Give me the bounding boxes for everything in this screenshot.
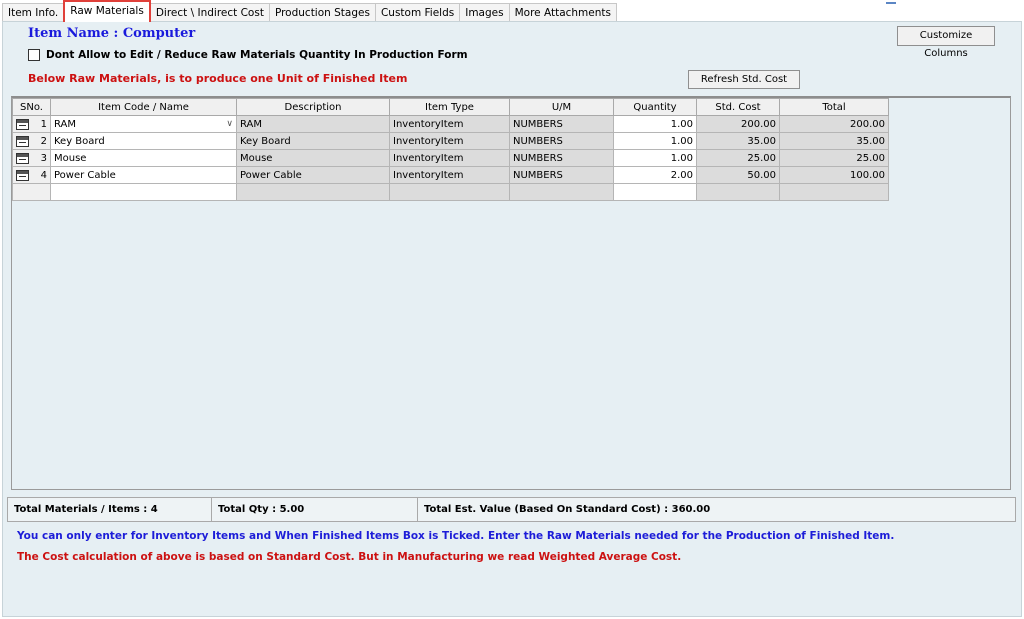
raw-materials-table bbox=[12, 98, 889, 201]
dont-allow-edit-row bbox=[28, 49, 468, 61]
new-item-type-cell bbox=[390, 184, 510, 201]
quantity-cell[interactable]: 1.00 bbox=[614, 116, 697, 133]
description-cell: Key Board bbox=[237, 133, 390, 150]
row-record-icon bbox=[16, 170, 29, 181]
quantity-cell[interactable]: 1.00 bbox=[614, 133, 697, 150]
window-corner-icon bbox=[886, 0, 896, 4]
item-name-heading: Item Name : Computer bbox=[28, 26, 196, 41]
row-number: 2 bbox=[40, 135, 47, 147]
item-type-cell: InventoryItem bbox=[390, 116, 510, 133]
item-code-cell[interactable]: Key Board bbox=[51, 133, 237, 150]
row-record-icon bbox=[16, 153, 29, 164]
new-total-cell bbox=[780, 184, 889, 201]
table-row[interactable] bbox=[13, 167, 889, 184]
row-record-icon bbox=[16, 119, 29, 130]
tab-item-info[interactable]: Item Info. bbox=[2, 3, 64, 22]
table-row[interactable] bbox=[13, 116, 889, 133]
row-selector[interactable] bbox=[13, 133, 51, 150]
um-cell: NUMBERS bbox=[510, 150, 614, 167]
tab-images[interactable]: Images bbox=[459, 3, 509, 22]
item-type-cell: InventoryItem bbox=[390, 133, 510, 150]
tab-more-attachments[interactable]: More Attachments bbox=[509, 3, 617, 22]
inventory-info-text: You can only enter for Inventory Items and When Finished Items Box is Ticked. Enter the Raw Materials needed for the Production of Finished Item. bbox=[17, 530, 895, 542]
chevron-down-icon[interactable]: ∨ bbox=[226, 118, 233, 129]
tab-direct-indirect-cost[interactable]: Direct \ Indirect Cost bbox=[150, 3, 270, 22]
new-std-cost-cell bbox=[697, 184, 780, 201]
std-cost-cell: 50.00 bbox=[697, 167, 780, 184]
raw-materials-grid bbox=[11, 96, 1011, 490]
item-type-cell: InventoryItem bbox=[390, 167, 510, 184]
std-cost-cell: 35.00 bbox=[697, 133, 780, 150]
col-header-description[interactable]: Description bbox=[237, 99, 390, 116]
row-record-icon bbox=[16, 136, 29, 147]
total-materials: Total Materials / Items : 4 bbox=[8, 498, 212, 521]
quantity-cell[interactable]: 1.00 bbox=[614, 150, 697, 167]
col-header-std-cost[interactable]: Std. Cost bbox=[697, 99, 780, 116]
description-cell: Mouse bbox=[237, 150, 390, 167]
table-row[interactable] bbox=[13, 150, 889, 167]
total-cell: 200.00 bbox=[780, 116, 889, 133]
um-cell: NUMBERS bbox=[510, 116, 614, 133]
unit-note: Below Raw Materials, is to produce one Unit of Finished Item bbox=[28, 72, 408, 85]
description-cell: RAM bbox=[237, 116, 390, 133]
raw-materials-panel bbox=[2, 21, 1022, 617]
tab-custom-fields[interactable]: Custom Fields bbox=[375, 3, 460, 22]
refresh-std-cost-button[interactable]: Refresh Std. Cost bbox=[688, 70, 800, 89]
description-cell: Power Cable bbox=[237, 167, 390, 184]
tab-raw-materials[interactable]: Raw Materials bbox=[63, 0, 151, 22]
um-cell: NUMBERS bbox=[510, 167, 614, 184]
total-est-value: Total Est. Value (Based On Standard Cost) : 360.00 bbox=[424, 504, 711, 515]
col-header-total[interactable]: Total bbox=[780, 99, 889, 116]
row-selector[interactable] bbox=[13, 150, 51, 167]
cost-info-text: The Cost calculation of above is based on Standard Cost. But in Manufacturing we read Weighted Average Cost. bbox=[17, 551, 682, 563]
dont-allow-edit-label: Dont Allow to Edit / Reduce Raw Materials Quantity In Production Form bbox=[46, 49, 468, 61]
tab-strip bbox=[0, 0, 1024, 22]
total-cell: 25.00 bbox=[780, 150, 889, 167]
row-selector[interactable] bbox=[13, 116, 51, 133]
row-number: 4 bbox=[40, 169, 47, 181]
item-code-cell[interactable] bbox=[51, 116, 237, 133]
new-row-selector[interactable] bbox=[13, 184, 51, 201]
new-um-cell bbox=[510, 184, 614, 201]
customize-columns-button[interactable]: Customize Columns bbox=[897, 26, 995, 46]
item-type-cell: InventoryItem bbox=[390, 150, 510, 167]
new-row[interactable] bbox=[13, 184, 889, 201]
col-header-item-code[interactable]: Item Code / Name bbox=[51, 99, 237, 116]
tab-production-stages[interactable]: Production Stages bbox=[269, 3, 376, 22]
total-qty: Total Qty : 5.00 bbox=[212, 498, 418, 521]
item-code-cell[interactable]: Power Cable bbox=[51, 167, 237, 184]
um-cell: NUMBERS bbox=[510, 133, 614, 150]
total-cell: 35.00 bbox=[780, 133, 889, 150]
table-row[interactable] bbox=[13, 133, 889, 150]
col-header-sno[interactable]: SNo. bbox=[13, 99, 51, 116]
row-number: 1 bbox=[40, 118, 47, 130]
totals-bar bbox=[7, 497, 1016, 522]
item-code-cell[interactable]: Mouse bbox=[51, 150, 237, 167]
col-header-um[interactable]: U/M bbox=[510, 99, 614, 116]
item-code-value: RAM bbox=[54, 118, 77, 130]
new-item-code-cell[interactable] bbox=[51, 184, 237, 201]
col-header-item-type[interactable]: Item Type bbox=[390, 99, 510, 116]
std-cost-cell: 200.00 bbox=[697, 116, 780, 133]
col-header-quantity[interactable]: Quantity bbox=[614, 99, 697, 116]
total-cell: 100.00 bbox=[780, 167, 889, 184]
quantity-cell[interactable]: 2.00 bbox=[614, 167, 697, 184]
row-selector[interactable] bbox=[13, 167, 51, 184]
dont-allow-edit-checkbox[interactable] bbox=[28, 49, 40, 61]
row-number: 3 bbox=[40, 152, 47, 164]
table-header-row bbox=[13, 99, 889, 116]
std-cost-cell: 25.00 bbox=[697, 150, 780, 167]
new-quantity-cell[interactable] bbox=[614, 184, 697, 201]
new-description-cell bbox=[237, 184, 390, 201]
